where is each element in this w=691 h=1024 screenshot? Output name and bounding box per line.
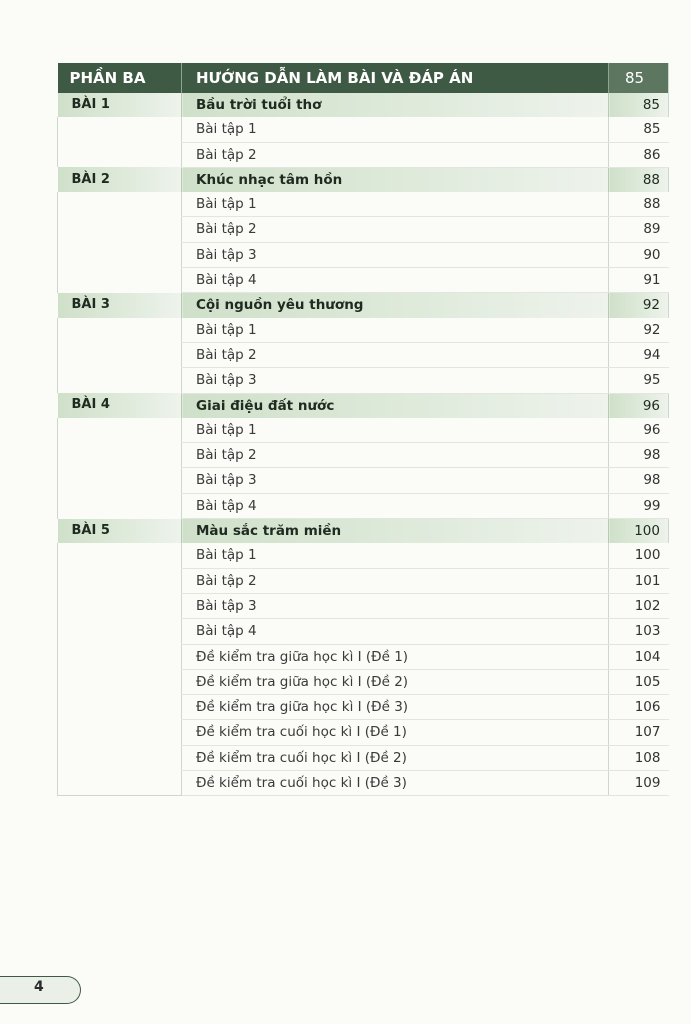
empty-cell <box>58 695 182 720</box>
part-header-row <box>58 63 669 93</box>
exercise-row[interactable] <box>58 142 669 167</box>
exercise-title: Bài tập 3 <box>182 242 609 267</box>
exercise-row[interactable] <box>58 720 669 745</box>
exercise-page: 101 <box>609 568 669 593</box>
empty-cell <box>58 142 182 167</box>
exercise-page: 98 <box>609 443 669 468</box>
exercise-row[interactable] <box>58 619 669 644</box>
lesson-label: BÀI 5 <box>58 519 182 544</box>
exercise-page: 91 <box>609 268 669 293</box>
exercise-row[interactable] <box>58 192 669 217</box>
empty-cell <box>58 368 182 393</box>
exercise-row[interactable] <box>58 593 669 618</box>
lesson-title: Màu sắc trăm miền <box>182 519 609 544</box>
empty-cell <box>58 619 182 644</box>
exercise-row[interactable] <box>58 543 669 568</box>
exercise-page: 92 <box>609 318 669 343</box>
exercise-page: 90 <box>609 242 669 267</box>
empty-cell <box>58 418 182 443</box>
lesson-row[interactable] <box>58 519 669 544</box>
empty-cell <box>58 745 182 770</box>
exercise-title: Bài tập 1 <box>182 117 609 142</box>
empty-cell <box>58 217 182 242</box>
empty-cell <box>58 242 182 267</box>
exercise-row[interactable] <box>58 443 669 468</box>
exercise-row[interactable] <box>58 493 669 518</box>
exercise-row[interactable] <box>58 771 669 796</box>
exercise-title: Bài tập 2 <box>182 142 609 167</box>
exercise-title: Bài tập 2 <box>182 217 609 242</box>
exercise-page: 109 <box>609 771 669 796</box>
exercise-title: Bài tập 1 <box>182 418 609 443</box>
exercise-page: 103 <box>609 619 669 644</box>
exercise-page: 104 <box>609 644 669 669</box>
empty-cell <box>58 268 182 293</box>
exercise-page: 102 <box>609 593 669 618</box>
page-number-tab <box>0 976 81 1004</box>
exercise-page: 89 <box>609 217 669 242</box>
empty-cell <box>58 493 182 518</box>
exercise-row[interactable] <box>58 695 669 720</box>
exercise-row[interactable] <box>58 568 669 593</box>
empty-cell <box>58 342 182 367</box>
exercise-title: Bài tập 2 <box>182 443 609 468</box>
lesson-title: Bầu trời tuổi thơ <box>182 93 609 117</box>
exercise-title: Đề kiểm tra cuối học kì I (Đề 1) <box>182 720 609 745</box>
exercise-page: 88 <box>609 192 669 217</box>
empty-cell <box>58 117 182 142</box>
exercise-title: Bài tập 4 <box>182 268 609 293</box>
lesson-title: Giai điệu đất nước <box>182 393 609 418</box>
lesson-title: Cội nguồn yêu thương <box>182 293 609 318</box>
exercise-title: Đề kiểm tra giữa học kì I (Đề 3) <box>182 695 609 720</box>
exercise-title: Bài tập 3 <box>182 368 609 393</box>
lesson-page: 100 <box>609 519 669 544</box>
exercise-page: 96 <box>609 418 669 443</box>
exercise-page: 107 <box>609 720 669 745</box>
lesson-page: 92 <box>609 293 669 318</box>
exercise-row[interactable] <box>58 468 669 493</box>
part-title: HƯỚNG DẪN LÀM BÀI VÀ ĐÁP ÁN <box>182 63 609 93</box>
exercise-title: Bài tập 4 <box>182 619 609 644</box>
exercise-title: Bài tập 1 <box>182 192 609 217</box>
exercise-row[interactable] <box>58 217 669 242</box>
exercise-row[interactable] <box>58 117 669 142</box>
lesson-label: BÀI 3 <box>58 293 182 318</box>
lesson-page: 96 <box>609 393 669 418</box>
lesson-label: BÀI 1 <box>58 93 182 117</box>
exercise-title: Đề kiểm tra cuối học kì I (Đề 3) <box>182 771 609 796</box>
page-number: 4 <box>34 979 44 995</box>
exercise-title: Đề kiểm tra giữa học kì I (Đề 1) <box>182 644 609 669</box>
empty-cell <box>58 669 182 694</box>
lesson-label: BÀI 4 <box>58 393 182 418</box>
exercise-title: Đề kiểm tra giữa học kì I (Đề 2) <box>182 669 609 694</box>
exercise-title: Bài tập 1 <box>182 543 609 568</box>
empty-cell <box>58 771 182 796</box>
exercise-title: Bài tập 4 <box>182 493 609 518</box>
exercise-page: 99 <box>609 493 669 518</box>
exercise-page: 100 <box>609 543 669 568</box>
empty-cell <box>58 568 182 593</box>
exercise-page: 105 <box>609 669 669 694</box>
exercise-page: 106 <box>609 695 669 720</box>
empty-cell <box>58 593 182 618</box>
empty-cell <box>58 720 182 745</box>
exercise-row[interactable] <box>58 242 669 267</box>
exercise-row[interactable] <box>58 268 669 293</box>
exercise-page: 108 <box>609 745 669 770</box>
lesson-page: 85 <box>609 93 669 117</box>
exercise-title: Bài tập 3 <box>182 468 609 493</box>
empty-cell <box>58 443 182 468</box>
exercise-row[interactable] <box>58 669 669 694</box>
lesson-row[interactable] <box>58 167 669 192</box>
exercise-row[interactable] <box>58 342 669 367</box>
part-page: 85 <box>609 63 669 93</box>
lesson-page: 88 <box>609 167 669 192</box>
exercise-row[interactable] <box>58 644 669 669</box>
exercise-title: Bài tập 1 <box>182 318 609 343</box>
exercise-title: Bài tập 3 <box>182 593 609 618</box>
empty-cell <box>58 192 182 217</box>
empty-cell <box>58 543 182 568</box>
exercise-title: Bài tập 2 <box>182 342 609 367</box>
exercise-title: Bài tập 2 <box>182 568 609 593</box>
lesson-row[interactable] <box>58 293 669 318</box>
exercise-title: Đề kiểm tra cuối học kì I (Đề 2) <box>182 745 609 770</box>
exercise-page: 94 <box>609 342 669 367</box>
exercise-page: 86 <box>609 142 669 167</box>
empty-cell <box>58 468 182 493</box>
lesson-row[interactable] <box>58 393 669 418</box>
exercise-page: 85 <box>609 117 669 142</box>
exercise-page: 98 <box>609 468 669 493</box>
empty-cell <box>58 644 182 669</box>
exercise-page: 95 <box>609 368 669 393</box>
exercise-row[interactable] <box>58 318 669 343</box>
table-of-contents <box>57 63 669 796</box>
lesson-label: BÀI 2 <box>58 167 182 192</box>
lesson-title: Khúc nhạc tâm hồn <box>182 167 609 192</box>
exercise-row[interactable] <box>58 745 669 770</box>
exercise-row[interactable] <box>58 368 669 393</box>
part-label: PHẦN BA <box>58 63 182 93</box>
empty-cell <box>58 318 182 343</box>
lesson-row[interactable] <box>58 93 669 117</box>
exercise-row[interactable] <box>58 418 669 443</box>
